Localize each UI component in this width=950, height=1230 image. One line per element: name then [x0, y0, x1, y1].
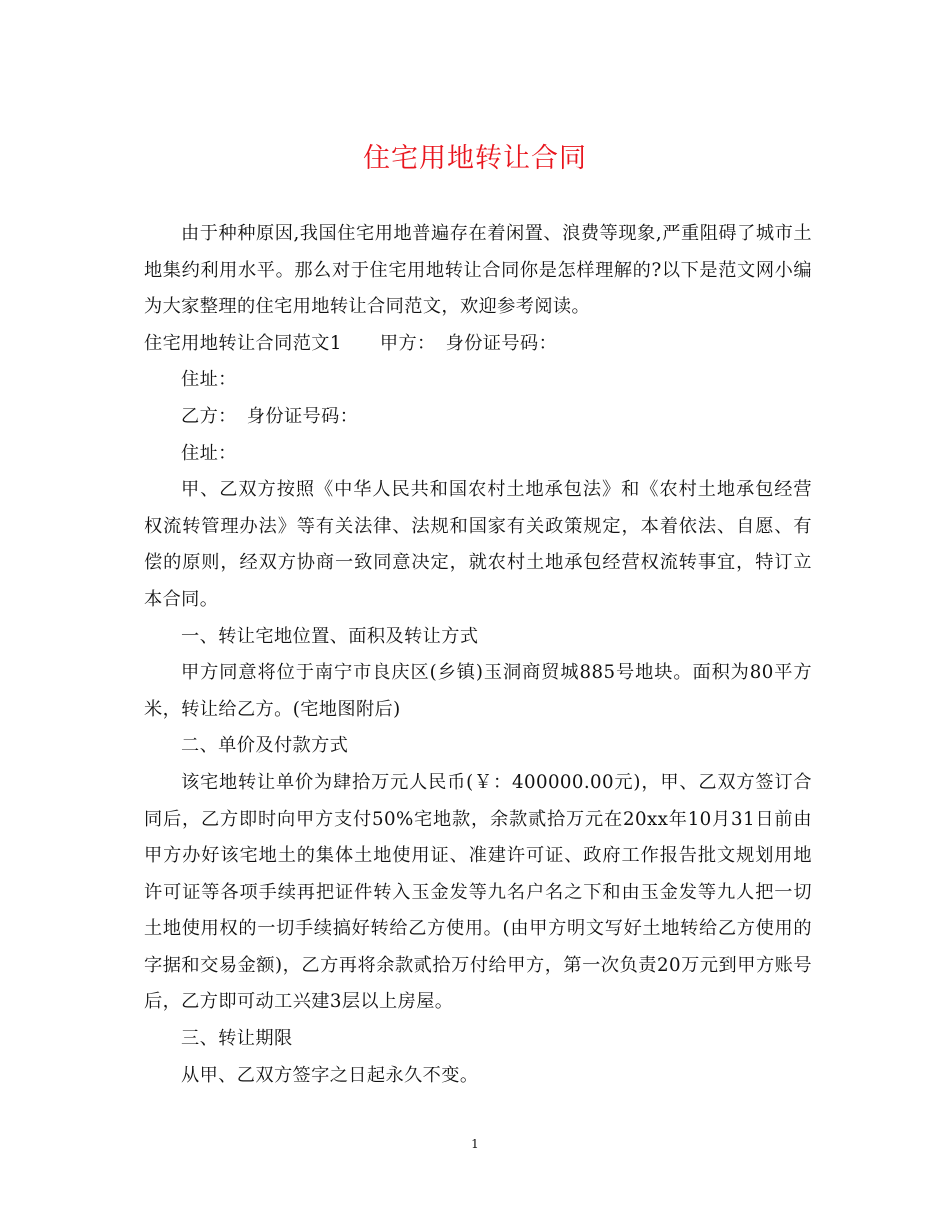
section-heading: 二、单价及付款方式: [181, 735, 349, 757]
intro-paragraph: 由于种种原因,我国住宅用地普遍存在着闲置、浪费等现象,严重阻碍了城市土地集约利用水平。那么对于住宅用地转让合同你是怎样理解的?以下是范文网小编为大家整理的住宅用地转让合同范文，欢迎参考阅读。: [144, 223, 812, 318]
section-heading: 一、转让宅地位置、面积及转让方式: [181, 625, 479, 647]
party-b-id-label: 身份证号码：: [246, 405, 359, 427]
sample-heading: 住宅用地转让合同范文1: [144, 332, 342, 354]
preamble-paragraph: 甲、乙双方按照《中华人民共和国农村土地承包法》和《农村土地承包经营权流转管理办法》等有关法律、法规和国家有关政策规定，本着依法、自愿、有偿的原则，经双方协商一致同意决定，就农村土地承包经营权流转事宜，特订立本合同。: [144, 479, 812, 610]
page-number: 1: [471, 1137, 479, 1151]
section-paragraph: 从甲、乙双方签字之日起永久不变。: [181, 1064, 479, 1086]
party-b-label: 乙方：: [181, 405, 237, 427]
section-paragraph: 甲方同意将位于南宁市良庆区(乡镇)玉洞商贸城885号地块。面积为80平方米，转让给乙方。(宅地图附后): [144, 662, 812, 720]
party-a-line: [144, 326, 812, 363]
party-a-address: 住址：: [181, 369, 237, 391]
section-heading: 三、转让期限: [181, 1028, 293, 1050]
party-b-line: [144, 399, 812, 436]
party-b-address: 住址：: [181, 442, 237, 464]
document-body: [144, 216, 812, 1094]
party-a-label: 甲方：: [379, 332, 436, 354]
section-paragraph: 该宅地转让单价为肆拾万元人民币(￥：400000.00元)，甲、乙双方签订合同后，乙方即时向甲方支付50%宅地款，余款贰拾万元在20xx年10月31日前由甲方办好该宅地土的集体土地使用证、准建许可证、政府工作报告批文规划用地许可证等各项手续再把证件转入玉金发等九名户名之下和由玉金发等九人把一切土地使用权的一切手续搞好转给乙方使用。(由甲方明文写好土地转给乙方使用的字据和交易金额)，乙方再将余款贰拾万付给甲方，第一次负责20万元到甲方账号后，乙方即可动工兴建3层以上房屋。: [144, 771, 812, 1013]
party-a-id-label: 身份证号码：: [445, 332, 558, 354]
document-title: 住宅用地转让合同: [363, 143, 587, 174]
